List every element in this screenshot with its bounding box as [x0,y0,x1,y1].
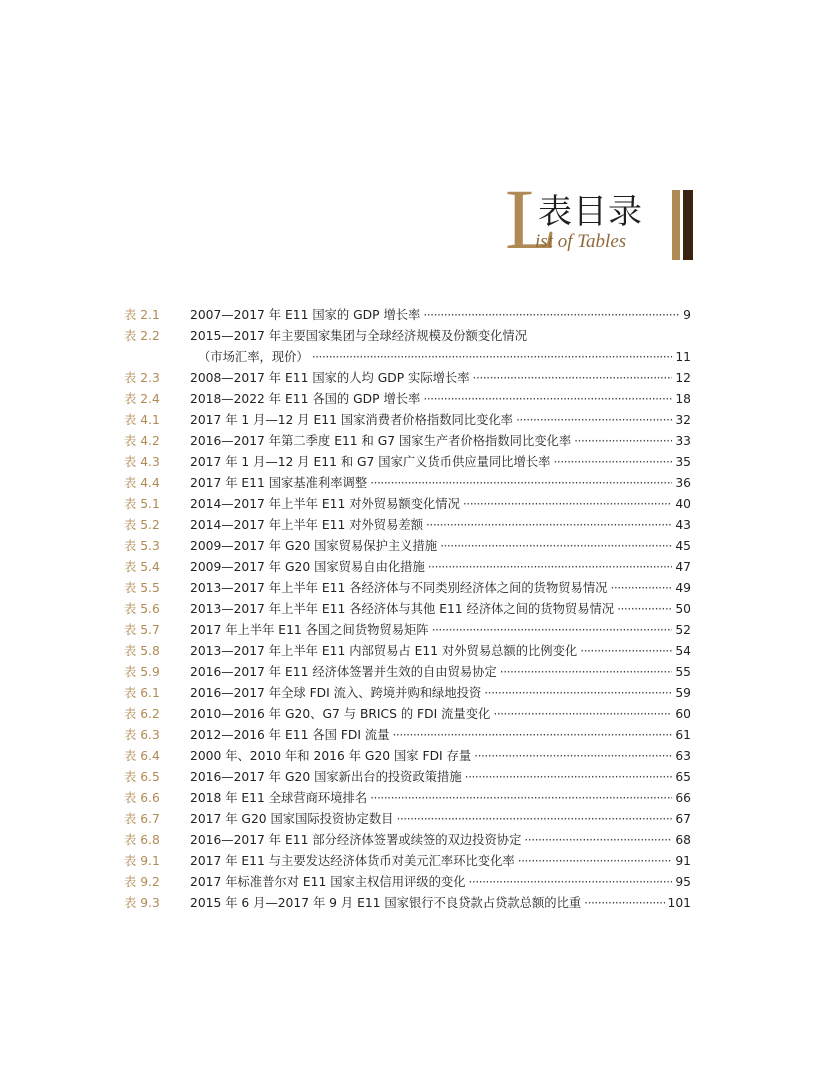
table-number: 表 6.6 [124,791,160,805]
toc-entry[interactable] [124,809,691,830]
page-number: 55 [675,665,691,679]
toc-entry[interactable] [124,473,691,494]
page-number: 47 [675,560,691,574]
table-title: 2018 年 E11 全球营商环境排名 [190,791,368,805]
table-number: 表 5.2 [124,518,160,532]
entry-line [190,893,691,914]
heading-title-cn: 表目录 [538,192,643,232]
table-number: 表 5.9 [124,665,160,679]
table-number: 表 2.1 [124,308,160,322]
dot-leader [465,767,673,788]
toc-entry[interactable] [124,704,691,725]
dot-leader [428,557,673,578]
page-number: 50 [675,602,691,616]
page-number: 52 [675,623,691,637]
page-number: 101 [667,896,691,910]
heading-title-en: ist of Tables [535,231,627,252]
table-of-contents [124,305,691,914]
table-number: 表 2.4 [124,392,160,406]
toc-entry[interactable] [124,746,691,767]
table-title: 2015—2017 年主要国家集团与全球经济规模及份额变化情况 [190,329,528,343]
entry-line [190,368,691,389]
toc-entry[interactable] [124,893,691,914]
table-title: 2016—2017 年 E11 部分经济体签署或续签的双边投资协定 [190,833,522,847]
dot-leader [473,368,673,389]
page-number: 66 [675,791,691,805]
dot-leader [440,536,672,557]
table-title: 2017 年标准普尔对 E11 国家主权信用评级的变化 [190,875,466,889]
table-number: 表 4.4 [124,476,160,490]
dot-leader [484,683,672,704]
dot-leader [574,431,672,452]
entry-line [190,872,691,893]
entry-line [190,599,691,620]
page-number: 11 [675,350,691,364]
table-number: 表 5.3 [124,539,160,553]
page-number: 32 [675,413,691,427]
dot-leader [610,578,672,599]
entry-line [190,851,691,872]
table-title: 2013—2017 年上半年 E11 各经济体与其他 E11 经济体之间的货物贸易情况 [190,602,615,616]
table-title: 2016—2017 年全球 FDI 流入、跨境并购和绿地投资 [190,686,482,700]
toc-entry[interactable] [124,599,691,620]
dot-leader [617,599,672,620]
toc-entry[interactable] [124,641,691,662]
entry-line [190,452,691,473]
dot-leader [518,851,673,872]
dot-leader [469,872,673,893]
table-title: 2008—2017 年 E11 国家的人均 GDP 实际增长率 [190,371,470,385]
entry-line [190,473,691,494]
table-title: 2017 年 1 月—12 月 E11 国家消费者价格指数同比变化率 [190,413,513,427]
table-number: 表 5.7 [124,623,160,637]
page-number: 12 [675,371,691,385]
dot-leader [393,725,673,746]
page-number: 63 [675,749,691,763]
dot-leader [426,515,672,536]
toc-entry[interactable] [124,788,691,809]
entry-line [190,494,691,515]
table-title: 2010—2016 年 G20、G7 与 BRICS 的 FDI 流量变化 [190,707,491,721]
table-title: 2016—2017 年 E11 经济体签署并生效的自由贸易协定 [190,665,497,679]
dot-leader [580,641,672,662]
page-number: 9 [683,308,691,322]
table-number: 表 6.8 [124,833,160,847]
dot-leader [493,704,672,725]
table-number: 表 6.7 [124,812,160,826]
page-number: 68 [675,833,691,847]
page-number: 95 [675,875,691,889]
table-number: 表 4.3 [124,455,160,469]
entry-line [190,515,691,536]
page-number: 43 [675,518,691,532]
table-title: 2017 年 1 月—12 月 E11 和 G7 国家广义货币供应量同比增长率 [190,455,551,469]
toc-entry[interactable] [124,851,691,872]
toc-entry[interactable] [124,515,691,536]
dot-leader [370,473,672,494]
entry-line [190,809,691,830]
toc-entry[interactable] [124,389,691,410]
table-number: 表 6.1 [124,686,160,700]
page-number: 49 [675,581,691,595]
entry-line [190,536,691,557]
toc-entry[interactable] [124,683,691,704]
table-number: 表 6.2 [124,707,160,721]
list-of-tables-heading [505,171,695,267]
table-number: 表 2.3 [124,371,160,385]
table-title: 2000 年、2010 年和 2016 年 G20 国家 FDI 存量 [190,749,472,763]
toc-entry[interactable] [124,620,691,641]
table-title: 2013—2017 年上半年 E11 内部贸易占 E11 对外贸易总额的比例变化 [190,644,578,658]
page-number: 60 [675,707,691,721]
page-number: 61 [675,728,691,742]
entry-line [190,620,691,641]
entry-line [190,704,691,725]
toc-entry[interactable] [124,557,691,578]
entry-line [190,788,691,809]
dot-leader [396,809,672,830]
entry-line [190,326,691,347]
entry-line [198,347,691,368]
decorative-dark-bar [683,190,693,260]
page-number: 54 [675,644,691,658]
toc-entry[interactable] [124,305,691,326]
table-title: 2017 年 E11 与主要发达经济体货币对美元汇率环比变化率 [190,854,515,868]
table-title: 2016—2017 年第二季度 E11 和 G7 国家生产者价格指数同比变化率 [190,434,572,448]
table-number: 表 6.3 [124,728,160,742]
toc-entry[interactable] [124,494,691,515]
table-number: 表 9.3 [124,896,160,910]
toc-entry[interactable] [124,326,691,347]
toc-entry[interactable] [124,368,691,389]
page-number: 45 [675,539,691,553]
page-number: 33 [675,434,691,448]
toc-entry[interactable] [124,578,691,599]
table-number: 表 9.2 [124,875,160,889]
toc-entry[interactable] [124,347,691,368]
table-number: 表 5.1 [124,497,160,511]
toc-entry[interactable] [124,410,691,431]
entry-line [190,767,691,788]
dot-leader [312,347,673,368]
table-number: 表 5.6 [124,602,160,616]
table-number: 表 5.5 [124,581,160,595]
page-number: 91 [675,854,691,868]
dot-leader [474,746,672,767]
table-number: 表 4.1 [124,413,160,427]
heading-initial: L [505,171,558,267]
entry-line [190,389,691,410]
table-title: 2007—2017 年 E11 国家的 GDP 增长率 [190,308,421,322]
page-number: 40 [675,497,691,511]
entry-line [190,557,691,578]
toc-entry[interactable] [124,536,691,557]
table-title: 2014—2017 年上半年 E11 对外贸易差额 [190,518,423,532]
table-title: 2014—2017 年上半年 E11 对外贸易额变化情况 [190,497,460,511]
table-number: 表 9.1 [124,854,160,868]
dot-leader [423,305,680,326]
toc-entry[interactable] [124,452,691,473]
table-title: 2013—2017 年上半年 E11 各经济体与不同类别经济体之间的货物贸易情况 [190,581,608,595]
table-title: 2017 年 G20 国家国际投资协定数目 [190,812,394,826]
toc-entry[interactable] [124,872,691,893]
page-number: 67 [675,812,691,826]
entry-line [190,410,691,431]
entry-line [190,431,691,452]
table-title: 2017 年上半年 E11 各国之间货物贸易矩阵 [190,623,429,637]
table-number: 表 5.4 [124,560,160,574]
table-number: 表 6.5 [124,770,160,784]
toc-entry[interactable] [124,767,691,788]
dot-leader [524,830,672,851]
table-title: 2009—2017 年 G20 国家贸易自由化措施 [190,560,425,574]
dot-leader [432,620,673,641]
entry-line [190,578,691,599]
decorative-gold-bar [672,190,680,260]
entry-line [190,683,691,704]
toc-entry[interactable] [124,830,691,851]
table-number: 表 5.8 [124,644,160,658]
page-number: 65 [675,770,691,784]
page-number: 36 [675,476,691,490]
table-title: 2015 年 6 月—2017 年 9 月 E11 国家银行不良贷款占贷款总额的比重 [190,896,582,910]
toc-entry[interactable] [124,431,691,452]
entry-line [190,830,691,851]
table-title: 2016—2017 年 G20 国家新出台的投资政策措施 [190,770,462,784]
table-title: 2009—2017 年 G20 国家贸易保护主义措施 [190,539,438,553]
table-title: 2018—2022 年 E11 各国的 GDP 增长率 [190,392,421,406]
dot-leader [500,662,673,683]
dot-leader [516,410,672,431]
entry-line [190,305,691,326]
table-number: 表 2.2 [124,329,160,343]
page-number: 35 [675,455,691,469]
dot-leader [584,893,664,914]
table-number: 表 4.2 [124,434,160,448]
table-number: 表 6.4 [124,749,160,763]
entry-line [190,662,691,683]
page-number: 59 [675,686,691,700]
table-title: 2017 年 E11 国家基准利率调整 [190,476,368,490]
entry-line [190,746,691,767]
table-title: （市场汇率，现价） [198,350,309,364]
page-number: 18 [675,392,691,406]
table-title: 2012—2016 年 E11 各国 FDI 流量 [190,728,390,742]
dot-leader [370,788,672,809]
dot-leader [463,494,672,515]
toc-entry[interactable] [124,725,691,746]
entry-line [190,725,691,746]
toc-entry[interactable] [124,662,691,683]
entry-line [190,641,691,662]
dot-leader [553,452,672,473]
dot-leader [423,389,672,410]
